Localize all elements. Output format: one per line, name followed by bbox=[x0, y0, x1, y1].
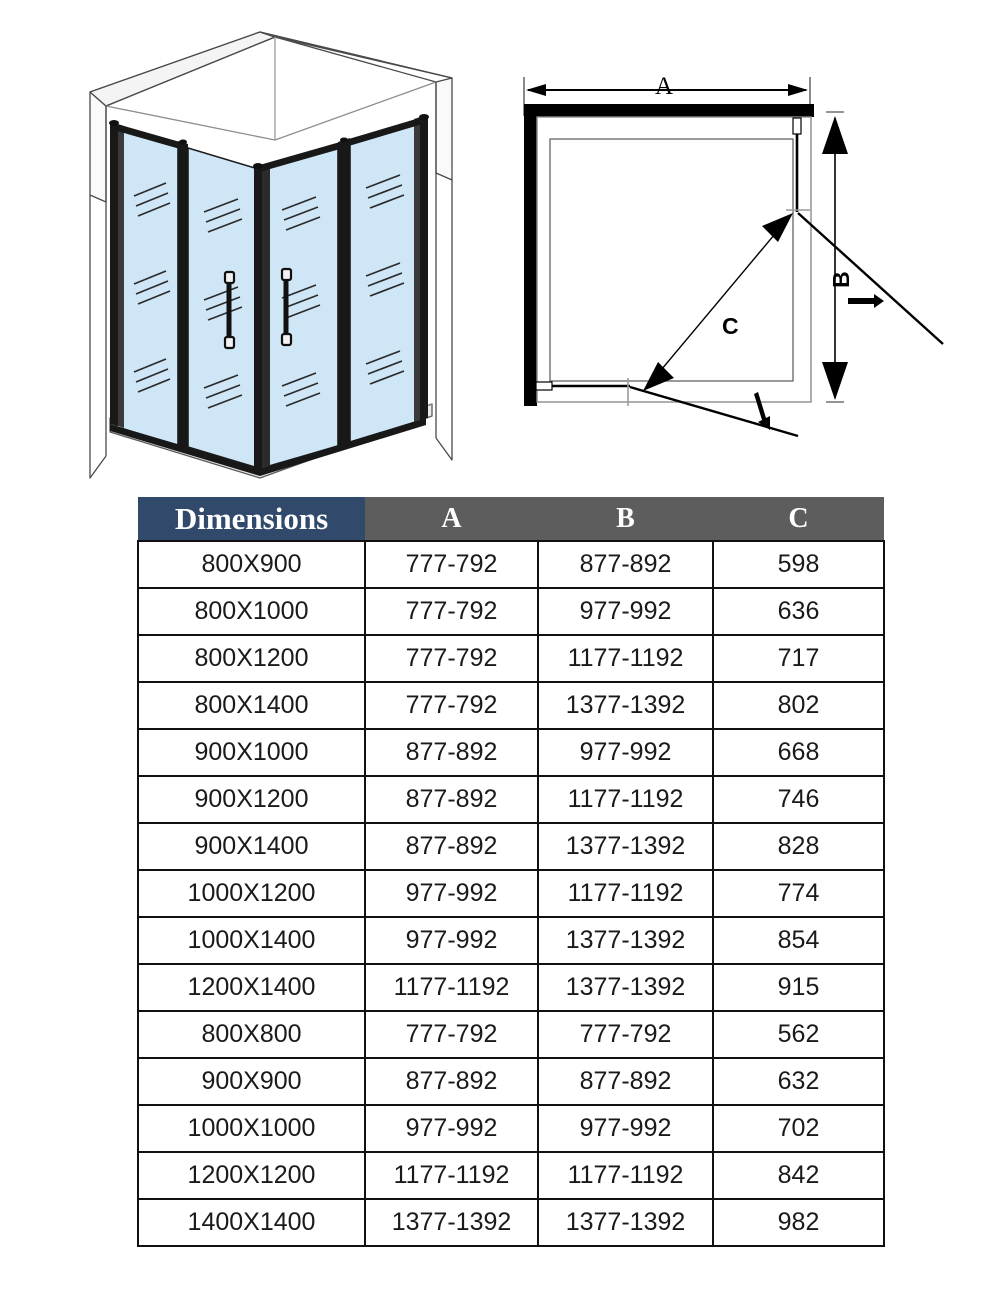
table-row bbox=[138, 1011, 884, 1058]
plan-view-drawing bbox=[480, 50, 960, 470]
cell-c: 636 bbox=[713, 588, 884, 635]
cell-name: 800X1200 bbox=[138, 635, 365, 682]
cell-a: 777-792 bbox=[365, 588, 538, 635]
cell-a: 777-792 bbox=[365, 682, 538, 729]
cell-b: 1177-1192 bbox=[538, 776, 713, 823]
cell-a: 977-992 bbox=[365, 870, 538, 917]
cell-b: 1377-1392 bbox=[538, 823, 713, 870]
cell-c: 828 bbox=[713, 823, 884, 870]
cell-name: 1000X1400 bbox=[138, 917, 365, 964]
cell-a: 1177-1192 bbox=[365, 964, 538, 1011]
cell-c: 842 bbox=[713, 1152, 884, 1199]
cell-c: 702 bbox=[713, 1105, 884, 1152]
cell-b: 1177-1192 bbox=[538, 1152, 713, 1199]
dimension-label-b: B bbox=[827, 271, 854, 288]
cell-c: 668 bbox=[713, 729, 884, 776]
cell-a: 777-792 bbox=[365, 1011, 538, 1058]
cell-b: 1377-1392 bbox=[538, 1199, 713, 1246]
dimension-label-c: C bbox=[722, 313, 739, 339]
cell-name: 900X1200 bbox=[138, 776, 365, 823]
swing-direction-arrow bbox=[754, 294, 884, 430]
cell-b: 1377-1392 bbox=[538, 682, 713, 729]
column-header-a: A bbox=[365, 497, 538, 541]
cell-c: 915 bbox=[713, 964, 884, 1011]
table-row bbox=[138, 541, 884, 588]
table-row bbox=[138, 776, 884, 823]
cell-b: 977-992 bbox=[538, 1105, 713, 1152]
cell-name: 800X800 bbox=[138, 1011, 365, 1058]
cell-b: 877-892 bbox=[538, 541, 713, 588]
cell-name: 1000X1200 bbox=[138, 870, 365, 917]
table-row bbox=[138, 823, 884, 870]
dimensions-table bbox=[137, 497, 885, 1247]
table-row bbox=[138, 635, 884, 682]
cell-c: 598 bbox=[713, 541, 884, 588]
cell-name: 1200X1200 bbox=[138, 1152, 365, 1199]
cell-a: 877-892 bbox=[365, 823, 538, 870]
cell-name: 800X1400 bbox=[138, 682, 365, 729]
cell-c: 774 bbox=[713, 870, 884, 917]
table-row bbox=[138, 1105, 884, 1152]
cell-name: 900X1400 bbox=[138, 823, 365, 870]
table-row bbox=[138, 870, 884, 917]
table-header-row bbox=[138, 497, 884, 541]
cell-a: 777-792 bbox=[365, 635, 538, 682]
table-row bbox=[138, 964, 884, 1011]
table-row bbox=[138, 729, 884, 776]
cell-b: 877-892 bbox=[538, 1058, 713, 1105]
dimensions-table-wrapper bbox=[137, 497, 883, 1247]
table-row bbox=[138, 1058, 884, 1105]
table-row bbox=[138, 1199, 884, 1246]
dimension-label-a: A bbox=[655, 73, 674, 100]
dimension-line-b bbox=[822, 116, 848, 400]
cell-a: 1177-1192 bbox=[365, 1152, 538, 1199]
cell-c: 982 bbox=[713, 1199, 884, 1246]
cell-a: 877-892 bbox=[365, 729, 538, 776]
cell-c: 802 bbox=[713, 682, 884, 729]
cell-name: 900X1000 bbox=[138, 729, 365, 776]
isometric-enclosure-drawing bbox=[60, 20, 470, 485]
cell-name: 800X1000 bbox=[138, 588, 365, 635]
cell-b: 777-792 bbox=[538, 1011, 713, 1058]
cell-c: 562 bbox=[713, 1011, 884, 1058]
cell-b: 977-992 bbox=[538, 729, 713, 776]
cell-c: 854 bbox=[713, 917, 884, 964]
cell-name: 800X900 bbox=[138, 541, 365, 588]
table-row bbox=[138, 917, 884, 964]
cell-b: 1177-1192 bbox=[538, 635, 713, 682]
table-row bbox=[138, 682, 884, 729]
cell-b: 1377-1392 bbox=[538, 964, 713, 1011]
cell-a: 877-892 bbox=[365, 776, 538, 823]
cell-c: 717 bbox=[713, 635, 884, 682]
cell-a: 977-992 bbox=[365, 917, 538, 964]
cell-b: 1177-1192 bbox=[538, 870, 713, 917]
column-header-b: B bbox=[538, 497, 713, 541]
cell-a: 777-792 bbox=[365, 541, 538, 588]
cell-a: 877-892 bbox=[365, 1058, 538, 1105]
column-header-c: C bbox=[713, 497, 884, 541]
dimension-line-c bbox=[643, 213, 793, 391]
cell-c: 746 bbox=[713, 776, 884, 823]
illustration-area bbox=[0, 0, 1000, 490]
table-row bbox=[138, 588, 884, 635]
cell-b: 977-992 bbox=[538, 588, 713, 635]
cell-name: 1000X1000 bbox=[138, 1105, 365, 1152]
cell-name: 1400X1400 bbox=[138, 1199, 365, 1246]
column-header-dimensions: Dimensions bbox=[138, 497, 365, 541]
cell-b: 1377-1392 bbox=[538, 917, 713, 964]
cell-a: 1377-1392 bbox=[365, 1199, 538, 1246]
table-row bbox=[138, 1152, 884, 1199]
cell-c: 632 bbox=[713, 1058, 884, 1105]
cell-name: 900X900 bbox=[138, 1058, 365, 1105]
cell-a: 977-992 bbox=[365, 1105, 538, 1152]
cell-name: 1200X1400 bbox=[138, 964, 365, 1011]
